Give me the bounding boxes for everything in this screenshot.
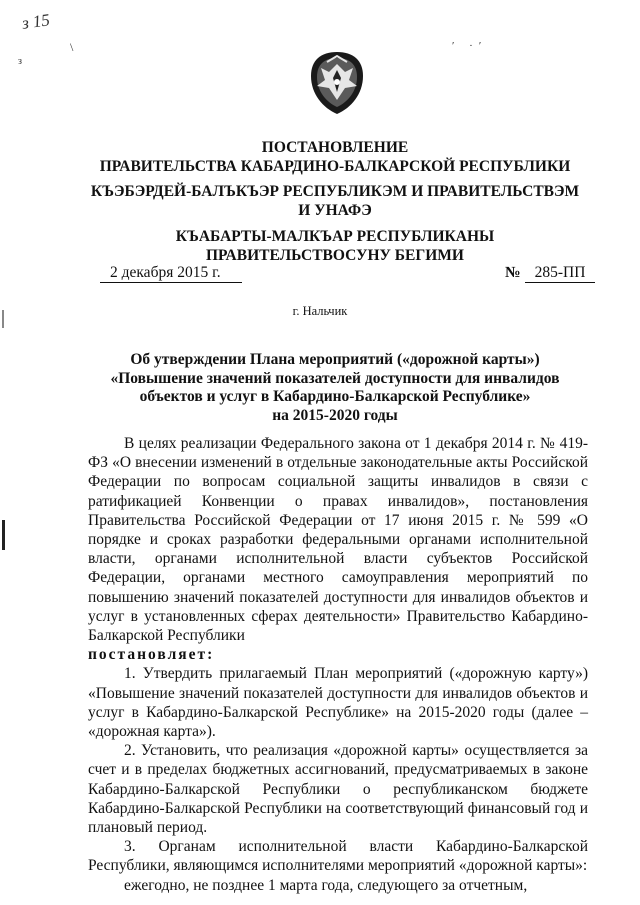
- document-number: 285-ПП: [525, 263, 595, 283]
- coat-of-arms-icon: [301, 46, 373, 118]
- scan-marks: ′ ·′: [452, 40, 488, 52]
- clause-2: 2. Установить, что реализация «дорожной карты» осуществляется за счет и в пределах бюджетных ассигнований, предусматриваемых в законе Кабардино-Балкарской Республики о республиканском бюджете Кабардино-Балкарской Республики на соответствующий финансовый год и плановый период.: [88, 742, 588, 837]
- document-date: 2 декабря 2015 г.: [100, 263, 242, 283]
- clause-3: 3. Органам исполнительной власти Кабардино-Балкарской Республики, являющимся исполнителями мероприятий «дорожной карты»:: [88, 838, 588, 875]
- clause-1: 1. Утвердить прилагаемый План мероприятий («дорожную карту») «Повышение значений показателей доступности для инвалидов объектов и услуг в Кабардино-Балкарской Республике» на 2015-2020 годы (далее – «дорожная карта»).: [88, 665, 588, 741]
- margin-tick: \: [70, 40, 74, 54]
- document-number-label: №: [505, 264, 521, 281]
- scan-edge-mark: [2, 520, 5, 550]
- document-title: Об утверждении Плана мероприятий («дорожной карты») «Повышение значений показателей доступности для инвалидов объектов и услуг в Кабардино-Балкарской Республике» на 2015-2020 годы: [110, 351, 560, 424]
- preamble-paragraph: В целях реализации Федерального закона от 1 декабря 2014 г. № 419-ФЗ «О внесении изменений в отдельные законодательные акты Российской Федерации по вопросам социальной защиты инвалидов в связи с ратификацией Конвенции о правах инвалидов», постановления Правительства Российской Федерации от 17 июня 2015 г. № 599 «О порядке и сроках разработки федеральными органами исполнительной власти, органами исполнительной власти субъектов Российской Федерации, органами местного самоуправления мероприятий по повышению значений показателей доступности для инвалидов объектов и услуг в установленных сферах деятельности» Правительство Кабардино-Балкарской Республики: [88, 435, 588, 645]
- resolution-heading: ПОСТАНОВЛЕНИЕ ПРАВИТЕЛЬСТВА КАБАРДИНО-БАЛКАРСКОЙ РЕСПУБЛИКИ: [99, 139, 571, 175]
- document-body: [88, 434, 588, 895]
- clause-3-sub: ежегодно, не позднее 1 марта года, следующего за отчетным,: [124, 876, 528, 894]
- document-city: г. Нальчик: [292, 304, 348, 318]
- kabardian-heading: КЪЭБЭРДЕЙ-БАЛЪКЪЭР РЕСПУБЛИКЭМ И ПРАВИТЕЛЬСТВЭМ И УНАФЭ: [90, 183, 580, 219]
- decree-word: постановляет:: [88, 646, 215, 664]
- handwritten-note: з 15: [20, 10, 52, 33]
- balkar-heading: КЪАБАРТЫ-МАЛКЪАР РЕСПУБЛИКАНЫ ПРАВИТЕЛЬСТВОСУНУ БЕГИМИ: [175, 228, 495, 264]
- margin-stamp: з: [18, 56, 22, 67]
